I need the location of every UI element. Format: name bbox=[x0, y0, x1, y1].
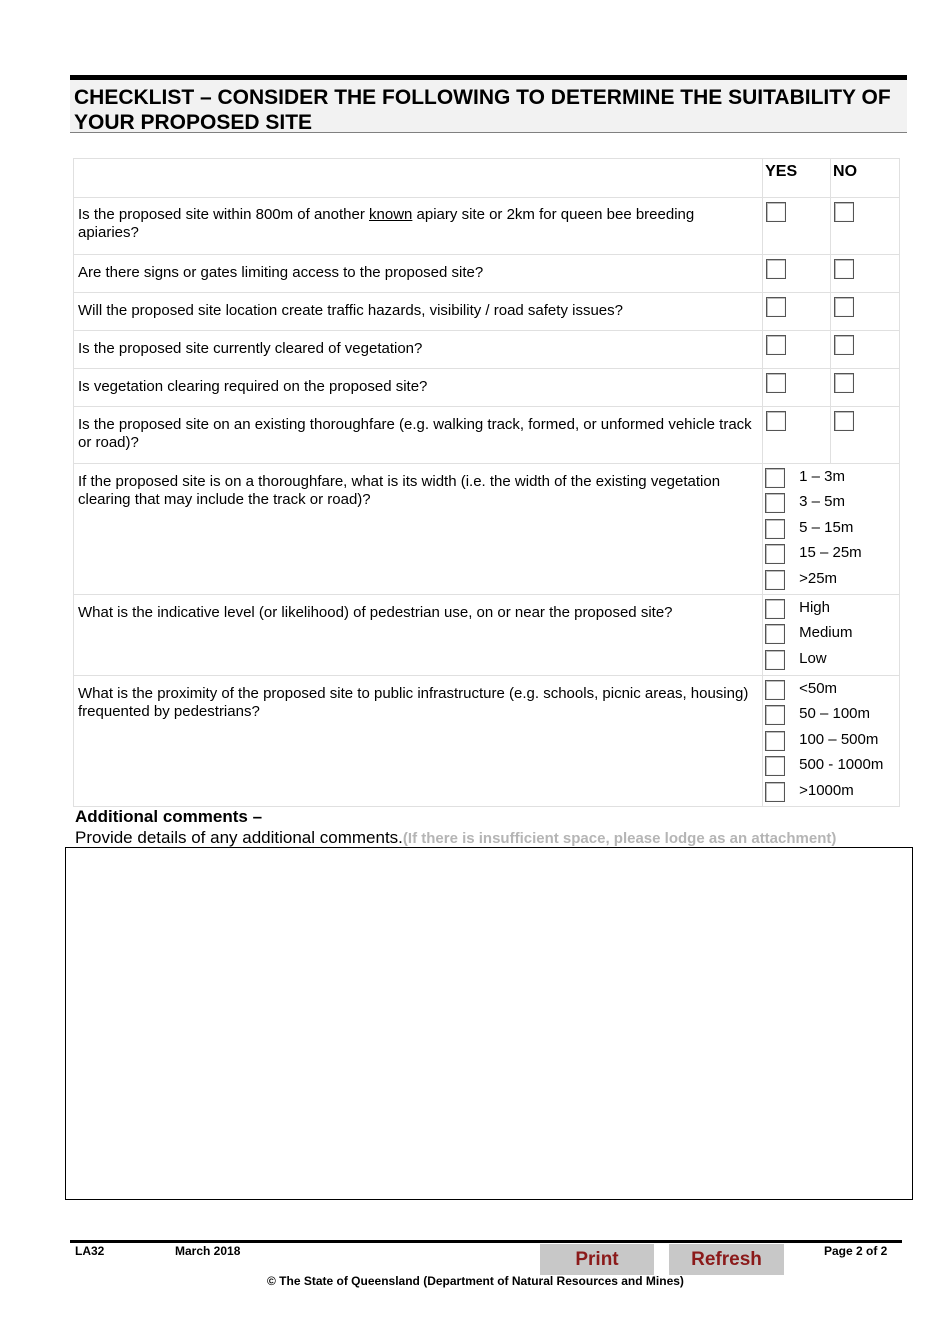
proximity-500-1000m-checkbox[interactable] bbox=[765, 756, 785, 776]
pedestrian-option-low: Low bbox=[763, 646, 899, 671]
proximity-100-500m-checkbox[interactable] bbox=[765, 731, 785, 751]
known-underlined: known bbox=[369, 206, 413, 223]
width-options bbox=[763, 464, 900, 595]
table-header-row bbox=[74, 159, 900, 198]
page-number: Page 2 of 2 bbox=[824, 1244, 888, 1258]
form-code: LA32 bbox=[75, 1244, 105, 1258]
width-15-25m-checkbox[interactable] bbox=[765, 544, 785, 564]
q2-yes-checkbox[interactable] bbox=[766, 259, 786, 279]
question-text-3: Will the proposed site location create traffic hazards, visibility / road safety issues? bbox=[78, 302, 623, 319]
width-option-5: >25m bbox=[763, 566, 899, 591]
question-row-1 bbox=[74, 198, 900, 255]
question-text-1: Is the proposed site within 800m of another known apiary site or 2km for queen bee breeding apiaries? bbox=[78, 206, 695, 241]
q3-yes-checkbox[interactable] bbox=[766, 297, 786, 317]
proximity-options bbox=[763, 676, 900, 807]
width-option-3: 5 – 15m bbox=[763, 515, 899, 540]
q6-no-checkbox[interactable] bbox=[834, 411, 854, 431]
pedestrian-low-checkbox[interactable] bbox=[765, 650, 785, 670]
pedestrian-medium-checkbox[interactable] bbox=[765, 624, 785, 644]
question-row-9 bbox=[74, 676, 900, 807]
copyright-notice: © The State of Queensland (Department of Natural Resources and Mines) bbox=[267, 1274, 684, 1288]
width-option-2: 3 – 5m bbox=[763, 489, 899, 514]
question-text-7: If the proposed site is on a thoroughfare, what is its width (i.e. the width of the existing vegetation clearing that may include the track or road)? bbox=[78, 473, 721, 508]
question-row-6 bbox=[74, 407, 900, 464]
question-row-4 bbox=[74, 331, 900, 369]
checklist-title: CHECKLIST – CONSIDER THE FOLLOWING TO DETERMINE THE SUITABILITY OF YOUR PROPOSED SITE bbox=[74, 86, 891, 134]
pedestrian-option-high: High bbox=[763, 595, 899, 620]
print-button[interactable]: Print bbox=[540, 1244, 654, 1275]
question-text-6: Is the proposed site on an existing thoroughfare (e.g. walking track, formed, or unformed vehicle track or road)? bbox=[78, 416, 752, 451]
proximity-over-1000m-checkbox[interactable] bbox=[765, 782, 785, 802]
q2-no-checkbox[interactable] bbox=[834, 259, 854, 279]
proximity-under-50m-checkbox[interactable] bbox=[765, 680, 785, 700]
question-row-8 bbox=[74, 595, 900, 676]
question-text-5: Is vegetation clearing required on the proposed site? bbox=[78, 378, 428, 395]
no-column-label: NO bbox=[833, 163, 858, 180]
additional-comments-title: Additional comments – bbox=[75, 807, 263, 826]
width-over-25m-checkbox[interactable] bbox=[765, 570, 785, 590]
width-option-4: 15 – 25m bbox=[763, 540, 899, 565]
attachment-hint: (If there is insufficient space, please lodge as an attachment) bbox=[402, 830, 837, 847]
question-row-3 bbox=[74, 293, 900, 331]
q1-no-checkbox[interactable] bbox=[834, 202, 854, 222]
pedestrian-option-medium: Medium bbox=[763, 620, 899, 645]
proximity-option-2: 50 – 100m bbox=[763, 701, 899, 726]
additional-comments-subtitle: Provide details of any additional comments.(If there is insufficient space, please lodge as an attachment) bbox=[75, 828, 837, 847]
q5-yes-checkbox[interactable] bbox=[766, 373, 786, 393]
pedestrian-high-checkbox[interactable] bbox=[765, 599, 785, 619]
checklist-header bbox=[70, 75, 907, 133]
yes-header-cell bbox=[763, 159, 831, 198]
width-5-15m-checkbox[interactable] bbox=[765, 519, 785, 539]
question-row-5 bbox=[74, 369, 900, 407]
question-row-7 bbox=[74, 464, 900, 595]
q1-yes-checkbox[interactable] bbox=[766, 202, 786, 222]
q3-no-checkbox[interactable] bbox=[834, 297, 854, 317]
q6-yes-checkbox[interactable] bbox=[766, 411, 786, 431]
refresh-button[interactable]: Refresh bbox=[669, 1244, 784, 1275]
question-text-9: What is the proximity of the proposed site to public infrastructure (e.g. schools, picnic areas, housing) frequented by pedestrians? bbox=[78, 685, 749, 720]
question-text-2: Are there signs or gates limiting access to the proposed site? bbox=[78, 264, 484, 281]
width-3-5m-checkbox[interactable] bbox=[765, 493, 785, 513]
proximity-option-4: 500 - 1000m bbox=[763, 752, 899, 777]
proximity-option-1: <50m bbox=[763, 676, 899, 701]
pedestrian-use-options bbox=[763, 595, 900, 676]
q4-yes-checkbox[interactable] bbox=[766, 335, 786, 355]
width-option-1: 1 – 3m bbox=[763, 464, 899, 489]
proximity-50-100m-checkbox[interactable] bbox=[765, 705, 785, 725]
additional-comments-textarea[interactable] bbox=[65, 847, 913, 1200]
question-text-8: What is the indicative level (or likelihood) of pedestrian use, on or near the proposed site? bbox=[78, 604, 673, 621]
width-1-3m-checkbox[interactable] bbox=[765, 468, 785, 488]
form-date: March 2018 bbox=[175, 1244, 241, 1258]
proximity-option-3: 100 – 500m bbox=[763, 727, 899, 752]
footer-divider bbox=[70, 1240, 902, 1243]
no-header-cell bbox=[831, 159, 900, 198]
yes-column-label: YES bbox=[765, 163, 798, 180]
question-text-4: Is the proposed site currently cleared of vegetation? bbox=[78, 340, 423, 357]
checklist-table bbox=[73, 158, 900, 807]
proximity-option-5: >1000m bbox=[763, 778, 899, 803]
q4-no-checkbox[interactable] bbox=[834, 335, 854, 355]
question-header-cell bbox=[74, 159, 763, 198]
question-row-2 bbox=[74, 255, 900, 293]
q5-no-checkbox[interactable] bbox=[834, 373, 854, 393]
